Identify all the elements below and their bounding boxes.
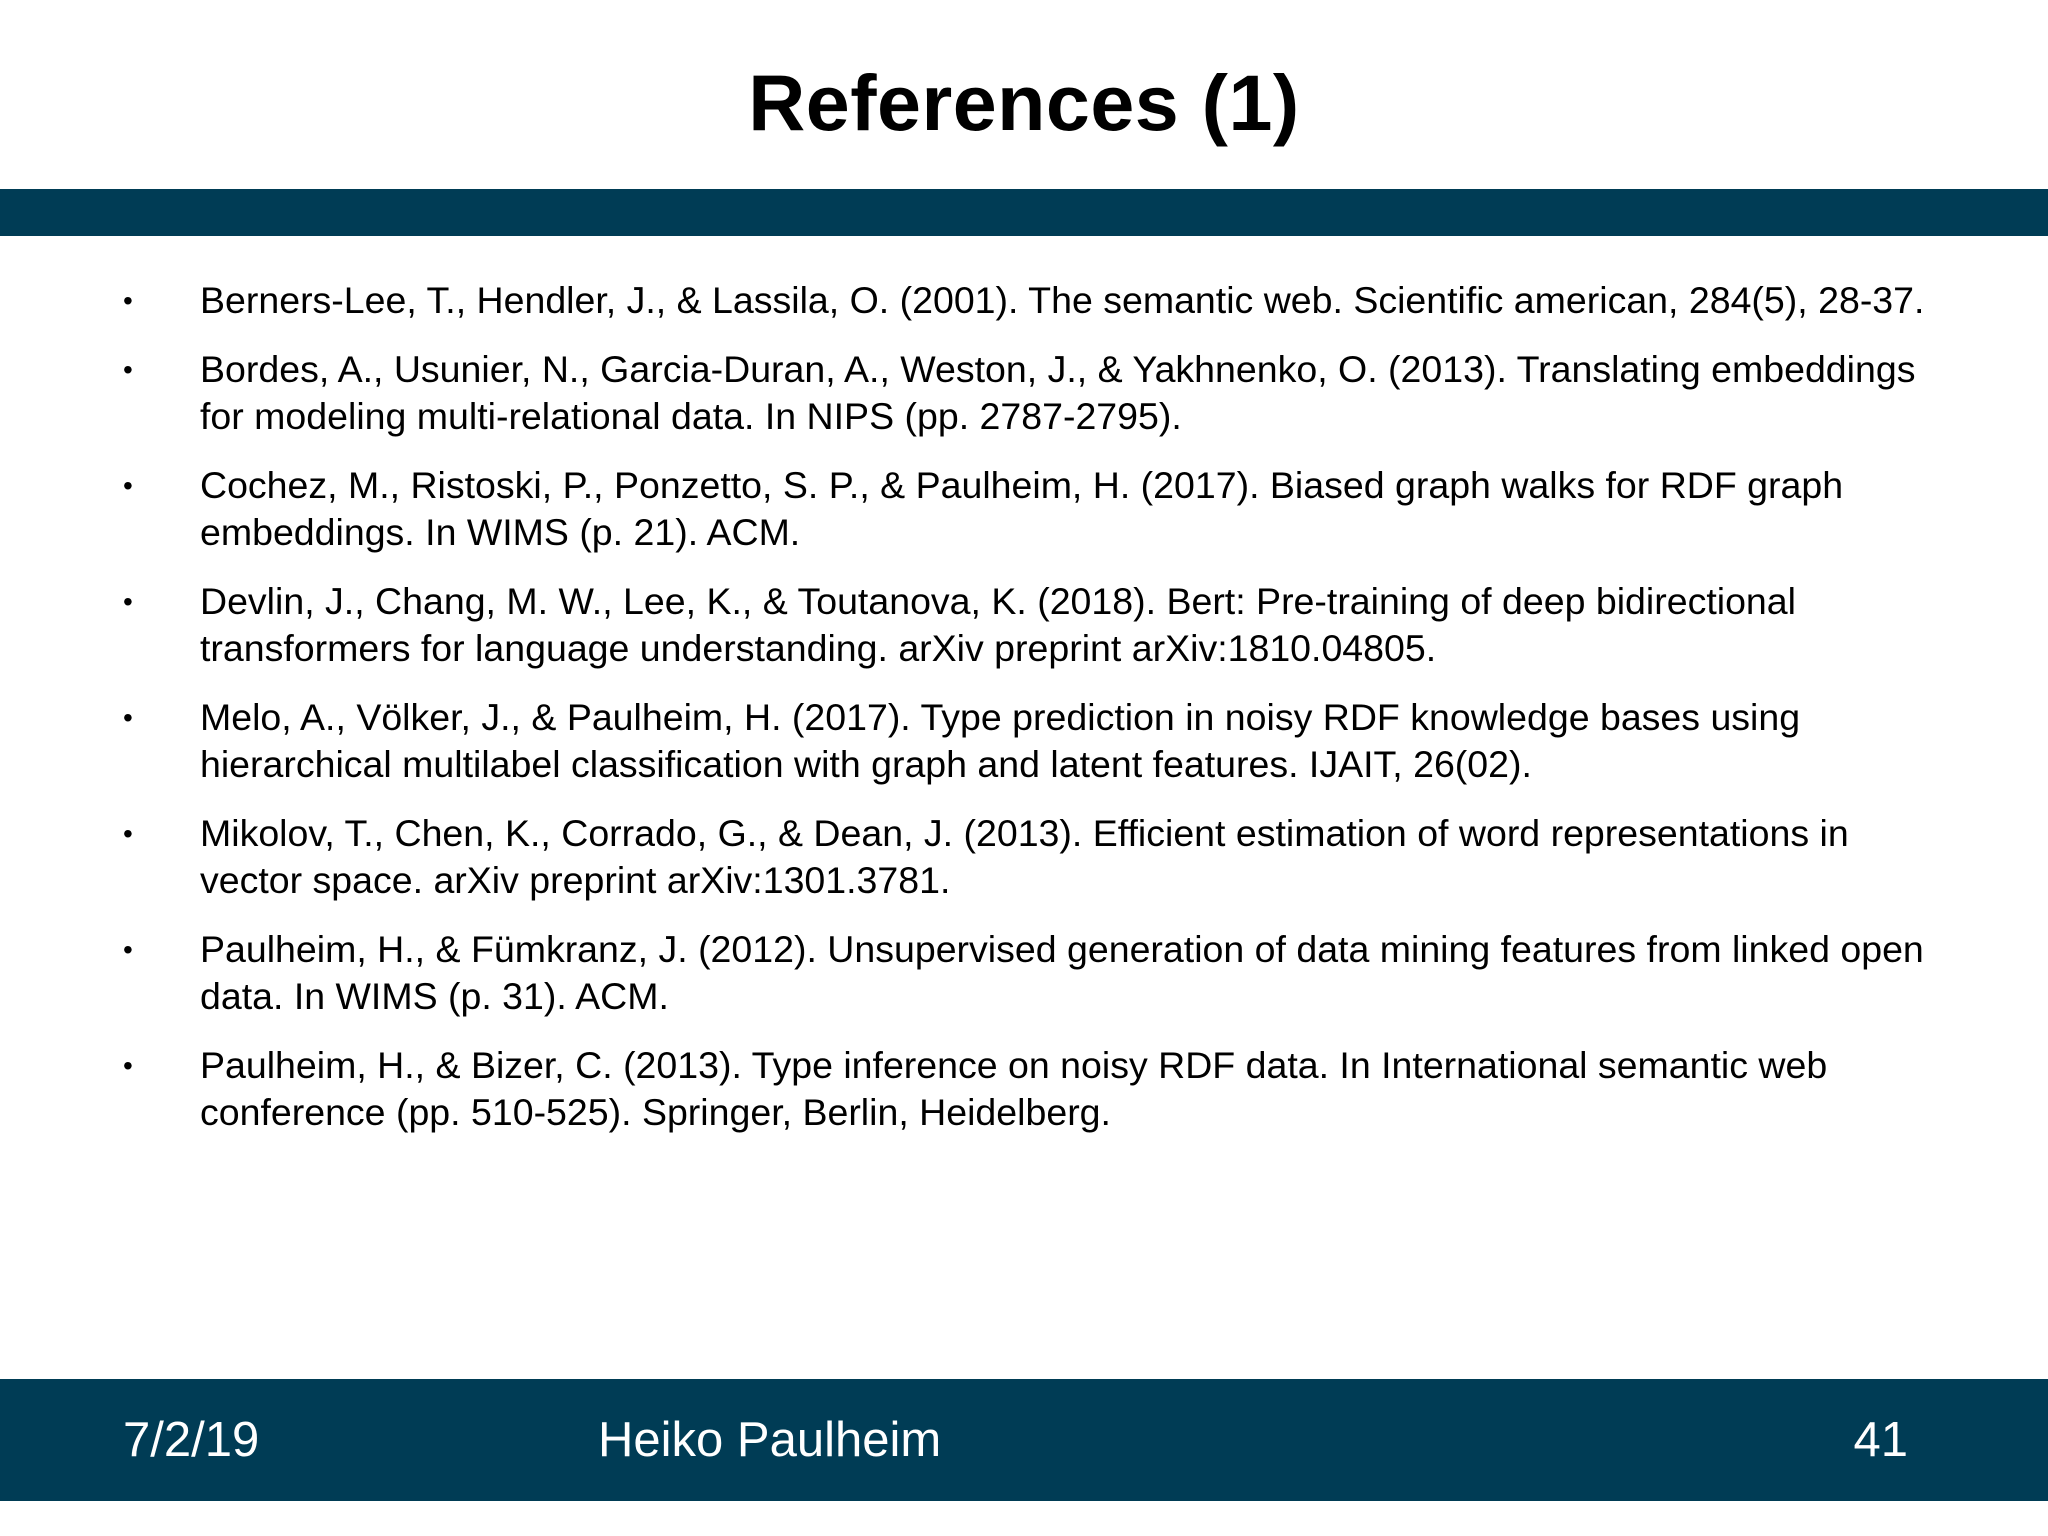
reference-item xyxy=(0,1042,2048,1136)
footer-author: Heiko Paulheim xyxy=(598,1413,942,1467)
bullet-icon: • xyxy=(123,354,133,385)
reference-text: Bordes, A., Usunier, N., Garcia-Duran, A., Weston, J., & Yakhnenko, O. (2013). Translating embeddings for modeling multi-relational data. In NIPS (pp. 2787-2795). xyxy=(200,348,1916,437)
bullet-icon: • xyxy=(123,285,133,316)
slide-title: References (1) xyxy=(748,58,1300,147)
reference-list xyxy=(0,277,2048,1158)
reference-text: Paulheim, H., & Fümkranz, J. (2012). Unsupervised generation of data mining features from linked open data. In WIMS (p. 31). ACM. xyxy=(200,928,1924,1017)
bullet-icon: • xyxy=(123,818,133,849)
reference-item xyxy=(0,810,2048,904)
reference-text: Cochez, M., Ristoski, P., Ponzetto, S. P., & Paulheim, H. (2017). Biased graph walks for RDF graph embeddings. In WIMS (p. 21). ACM. xyxy=(200,464,1844,553)
reference-text: Melo, A., Völker, J., & Paulheim, H. (2017). Type prediction in noisy RDF knowledge bases using hierarchical multilabel classification with graph and latent features. IJAIT, 26(02). xyxy=(200,696,1801,785)
bottom-strip xyxy=(0,1501,2048,1536)
reference-text: Paulheim, H., & Bizer, C. (2013). Type inference on noisy RDF data. In International semantic web conference (pp. 510-525). Springer, Berlin, Heidelberg. xyxy=(200,1044,1828,1133)
reference-item xyxy=(0,926,2048,1020)
reference-text: Devlin, J., Chang, M. W., Lee, K., & Toutanova, K. (2018). Bert: Pre-training of deep bidirectional transformers for language understanding. arXiv preprint arXiv:1810.04805. xyxy=(200,580,1796,669)
page-number: 41 xyxy=(1853,1413,1908,1467)
reference-item xyxy=(0,462,2048,556)
footer-bar xyxy=(0,1379,2048,1501)
reference-item xyxy=(0,346,2048,440)
bullet-icon: • xyxy=(123,1050,133,1081)
bullet-icon: • xyxy=(123,702,133,733)
header-bar xyxy=(0,189,2048,236)
bullet-icon: • xyxy=(123,470,133,501)
reference-text: Berners-Lee, T., Hendler, J., & Lassila, O. (2001). The semantic web. Scientific american, 284(5), 28-37. xyxy=(200,279,1925,321)
footer-date: 7/2/19 xyxy=(123,1413,260,1467)
bullet-icon: • xyxy=(123,934,133,965)
reference-item xyxy=(0,578,2048,672)
bullet-icon: • xyxy=(123,586,133,617)
reference-item xyxy=(0,694,2048,788)
reference-text: Mikolov, T., Chen, K., Corrado, G., & Dean, J. (2013). Efficient estimation of word representations in vector space. arXiv preprint arXiv:1301.3781. xyxy=(200,812,1849,901)
reference-item xyxy=(0,277,2048,324)
